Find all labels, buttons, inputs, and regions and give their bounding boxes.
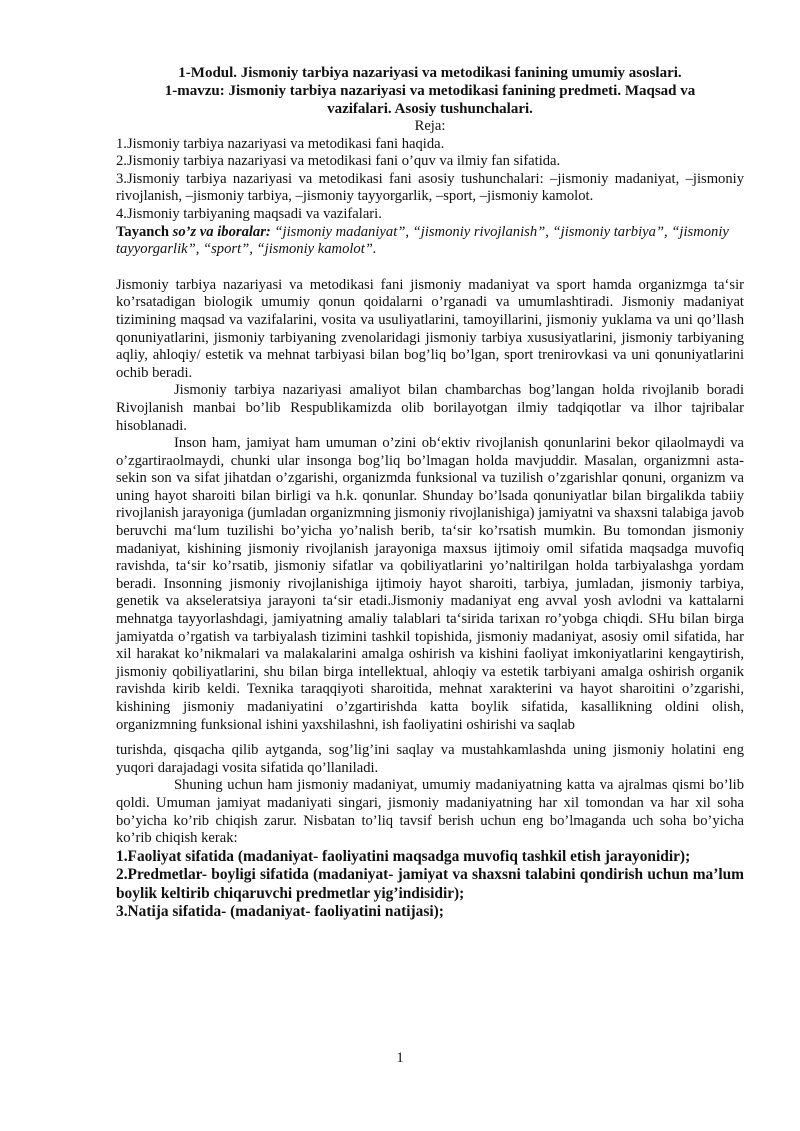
- plan-item: 3.Jismoniy tarbiya nazariyasi va metodikasi fani asosiy tushunchalari: –jismoniy madaniyat, –jismoniy rivojlanish, –jismoniy tarbiya, –jismoniy tayyorgarlik, –sport, –jismoniy kamolot.: [116, 170, 744, 205]
- plan-item: 1.Jismoniy tarbiya nazariyasi va metodikasi fani haqida.: [116, 135, 445, 152]
- plan-heading: Reja:: [414, 118, 446, 134]
- document-page: [116, 64, 744, 922]
- module-title: 1-Modul. Jismoniy tarbiya nazariyasi va metodikasi fanining umumiy asoslari.: [178, 65, 682, 81]
- keywords-text: “jismoniy madaniyat”, “jismoniy rivojlanish”, “jismoniy tarbiya”, “jismoniy tayyorgarlik”, “sport”, “jismoniy kamolot”.: [116, 223, 729, 258]
- list-item-result: 3.Natija sifatida- (madaniyat- faoliyatini natijasi);: [116, 903, 444, 921]
- paragraph-5: Shuning uchun ham jismoniy madaniyat, umumiy madaniyatning katta va ajralmas qismi bo’lib qoldi. Umuman jamiyat madaniyati singari, jismoniy madaniyatning har xil tomondan va har xil soha bo’yicha ko’rib chiqish zarur. Nisbatan to’liq tavsif berish uchun eng bo’lmaganda uch soha bo’yicha ko’rib chiqish kerak:: [116, 777, 744, 847]
- paragraph-2: Jismoniy tarbiya nazariyasi amaliyot bilan chambarchas bog’langan holda rivojlanib boradi Rivojlanish manbai bo’lib Respublikamizda olib borilayotgan ilmiy tadqiqotlar va ilhor tajribalar hisoblanadi.: [116, 382, 744, 434]
- plan-item: 4.Jismoniy tarbiyaning maqsadi va vazifalari.: [116, 205, 382, 222]
- keywords-lead: Tayanch: [116, 223, 169, 240]
- keywords-label: so’z va iboralar:: [169, 223, 271, 240]
- list-item-objects: 2.Predmetlar- boyligi sifatida (madaniyat- jamiyat va shaxsni talabini qondirish uchun ma’lum boylik keltirib chiqaruvchi predmetlar yig’indisidir);: [116, 866, 744, 902]
- topic-title-line2: vazifalari. Asosiy tushunchalari.: [327, 101, 533, 117]
- list-item-activity: 1.Faoliyat sifatida (madaniyat- faoliyatini maqsadga muvofiq tashkil etish jarayonidir);: [116, 847, 691, 865]
- plan-item: 2.Jismoniy tarbiya nazariyasi va metodikasi fani o’quv va ilmiy fan sifatida.: [116, 153, 561, 170]
- topic-title-line1: 1-mavzu: Jismoniy tarbiya nazariyasi va metodikasi fanining predmeti. Maqsad va: [164, 83, 696, 99]
- paragraph-4: turishda, qisqacha qilib aytganda, sog’lig’ini saqlay va mustahkamlashda uning jismoniy holatini eng yuqori darajadagi vosita sifatida qo’llaniladi.: [116, 742, 744, 776]
- page-number: 1: [396, 1050, 404, 1066]
- keywords-line: [116, 224, 744, 259]
- paragraph-3: Inson ham, jamiyat ham umuman o’zini ob‘ektiv rivojlanish qonunlarini bekor qilaolmaydi va o’zgartiraolmaydi, chunki ular insonga bog’liq bo’lmagan holda mavjuddir. Masalan, organizmni asta-sekin son va sifat jihatdan o’zgarishi, organizmda funksional va tuzilish o’zgarishlar qonuni, organizm va uning hayot sharoiti bilan birligi va h.k. qonunlar. Shunday bo’lsada qonuniyatlar bilan birgalikda tabiiy rivojlanish jarayoniga (jumladan organizmning jismoniy rivojlanishiga) jamiyatni va shaxsni talabiga javob beruvchi ma‘lum tuzilishi bo’yicha yo’nalish berib, ta‘sir ko’rsatish mumkin. Bu tomondan jismoniy madaniyat, kishining jismoniy rivojlanish jarayoniga maxsus ijtimoiy omil sifatida maqsadga muvofiq ravishda, ta‘sir ko’rsatib, jismoniy sifatlar va qobiliyatlarini yo’naltirilgan holda tarbiyalashga yordam beradi. Insonning jismoniy rivojlanishiga ijtimoiy hayot sharoiti, tarbiya, jumladan, jismoniy tarbiya, genetik va akseleratsiya jarayoni ta‘sir etadi.Jismoniy madaniyat eng avval yosh avlodni va kattalarni mehnatga tayyorlashdagi, jamiyatning amaliy talablari ta‘sirida tarixan ro’yobga chiqdi. SHu bilan birga jamiyatda o’rgatish va tarbiyalash tizimini tashkil topishida, jismoniy madaniyat, asosiy omil sifatida, har xil harakat ko’nikmalari va malakalarini amalga oshirish va kishini faoliyat imkoniyatlarini kengaytirish, jismoniy qobiliyatlarini, shu bilan birga intellektual, ahloqiy va estetik tarbiyani amalga oshirish organik ravishda kirib keldi. Texnika taraqqiyoti sharoitida, mehnat xarakterini va hayot sharoitini o’zgarishi, kishining jismoniy madaniyatini o’zgartirishda katta boylik sifatida, kasallikning oldini olish, organizmning funksional ishini yaxshilashni, ish faoliyatini oshirishi va saqlab: [116, 435, 744, 733]
- paragraph-1: Jismoniy tarbiya nazariyasi va metodikasi fani jismoniy madaniyat va sport hamda organizmga ta‘sir ko’rsatadigan biologik umumiy qonun qoidalarni o’rganadi va umumlashtiradi. Jismoniy madaniyat tizimining maqsad va vazifalarini, vosita va usuliyatlarini, tamoyillarini, jismoniy yuklama va uni qo’llash qonuniyatlarini, jismoniy tarbiyaning zvenolaridagi jismoniy tarbiya xususiyatlarini, jismoniy tarbiyaning aqliy, ahloqiy/ estetik va mehnat tarbiyasi bilan bog’liq bo’lgan, sport trenirovkasi va uni qonuniyatlarini ochib beradi.: [116, 276, 744, 381]
